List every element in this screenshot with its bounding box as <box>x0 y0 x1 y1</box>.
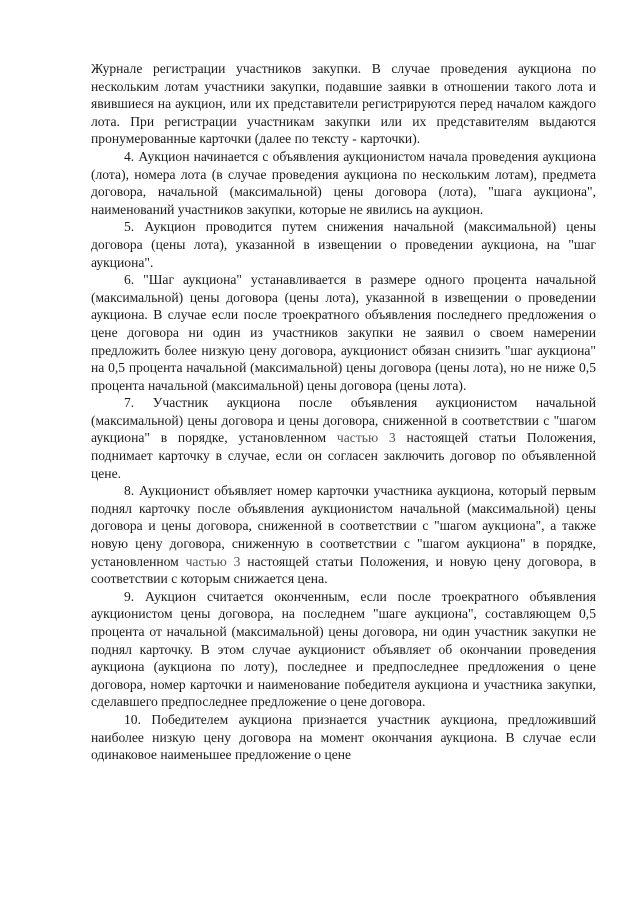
paragraph-text: 10. Победителем аукциона признается участник аукциона, предложивший наиболее низкую цену договора на момент окончания аукциона. В случае если одинаковое наименьшее предложение о цене <box>91 711 596 763</box>
reference-link-part-3[interactable]: частью 3 <box>185 553 241 569</box>
paragraph-continuation <box>91 60 596 148</box>
paragraph-text: 5. Аукцион проводится путем снижения начальной (максимальной) цены договора (цены лота), указанной в извещении о проведении аукциона, на "шаг аукциона". <box>91 219 596 270</box>
paragraph-9 <box>91 588 596 711</box>
paragraph-text: 4. Аукцион начинается с объявления аукционистом начала проведения аукциона (лота), номера лота (в случае проведения аукциона по нескольким лотам), предмета договора, начальной (максимальной) цены договора (лота), "шага аукциона", наименований участников закупки, которые не явились на аукцион. <box>91 148 596 217</box>
paragraph-text: 7. Участник аукциона после объявления аукционистом начальной (максимальной) цены договора и цены договора, сниженной в соответствии с "шагом аукциона" в порядке, установленном <box>91 395 596 446</box>
paragraph-5 <box>91 218 596 271</box>
paragraph-7 <box>91 394 596 482</box>
paragraph-text: Журнале регистрации участников закупки. В случае проведения аукциона по нескольким лотам участники закупки, подавшие заявки в отношении такого лота и явившиеся на аукцион, или их представители регистрируются перед началом каждого лота. При регистрации участникам закупки или их представителям выдаются пронумерованные карточки (далее по тексту - карточки). <box>91 61 596 147</box>
paragraph-6 <box>91 271 596 394</box>
paragraph-8 <box>91 482 596 588</box>
paragraph-text: 8. Аукционист объявляет номер карточки участника аукциона, который первым поднял карточку после объявления аукционистом начальной (максимальной) цены договора и цены договора, сниженной в соответствии с "шагом аукциона", а также новую цену договора, сниженную в соответствии с "шагом аукциона" в порядке, установленном <box>91 483 596 569</box>
paragraph-4 <box>91 148 596 218</box>
paragraph-text: настоящей статьи Положения, и новую цену договора, в соответствии с которым снижается цена. <box>91 553 596 587</box>
paragraph-10 <box>91 711 596 764</box>
reference-link-part-3[interactable]: частью 3 <box>336 430 396 446</box>
document-page <box>91 60 596 764</box>
paragraph-text: настоящей статьи Положения, поднимает карточку в случае, если он согласен заключить договор по объявленной цене. <box>91 430 596 481</box>
paragraph-text: 6. "Шаг аукциона" устанавливается в размере одного процента начальной (максимальной) цены договора (цены лота), указанной в извещении о проведении аукциона. В случае если после троекратного объявления последнего предложения о цене договора ни один из участников закупки не заявил о своем намерении предложить более низкую цену договора, аукционист обязан снизить "шаг аукциона" на 0,5 процента начальной (максимальной) цены договора (цены лота), но не ниже 0,5 процента начальной (максимальной) цены договора (цены лота). <box>91 272 596 393</box>
paragraph-text: 9. Аукцион считается оконченным, если после троекратного объявления аукционистом цены договора, на последнем "шаге аукциона", составляющем 0,5 процента от начальной (максимальной) цены договора, ни один участник закупки не поднял карточку. В этом случае аукционист объявляет об окончании проведения аукциона (аукциона по лоту), последнее и предпоследнее предложения о цене договора, номер карточки и наименование победителя аукциона и участника закупки, сделавшего предпоследнее предложение о цене договора. <box>91 588 596 710</box>
